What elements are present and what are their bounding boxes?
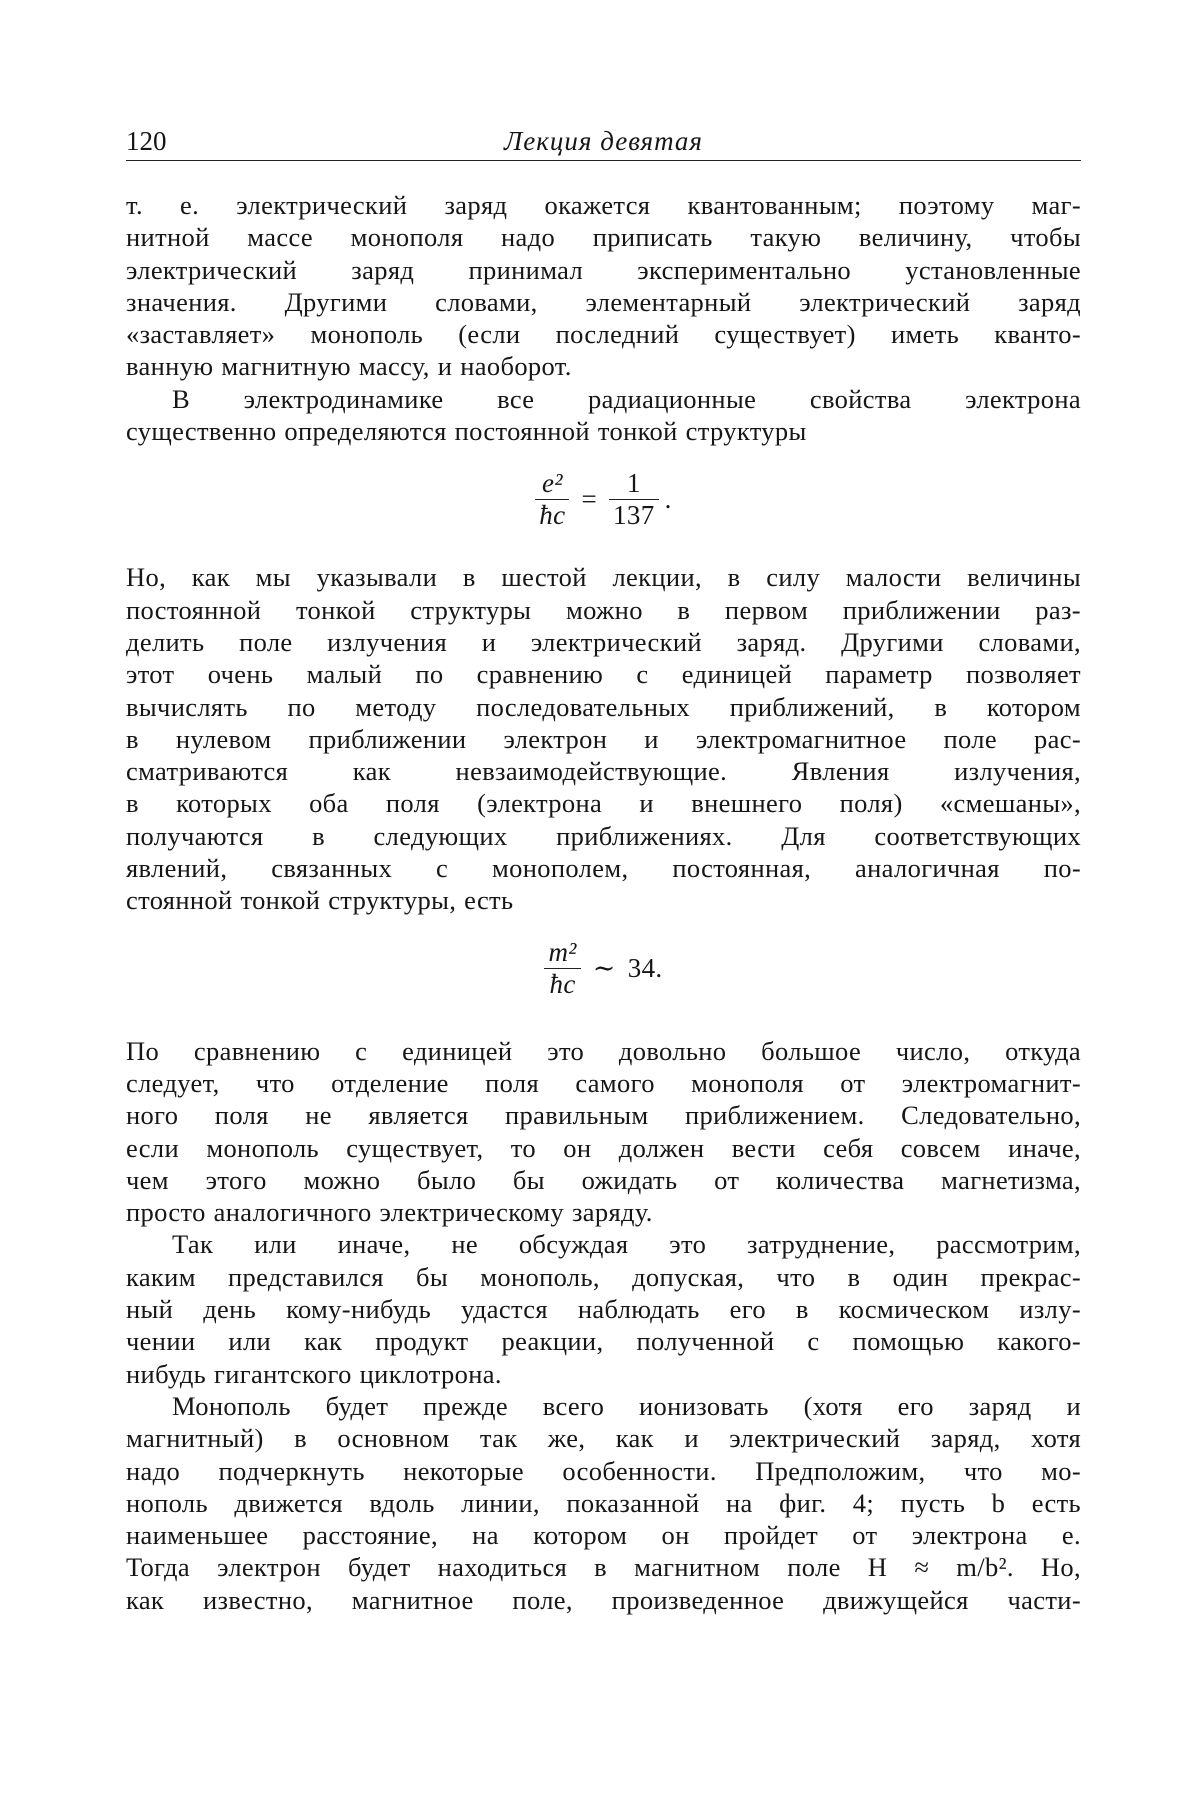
equals-sign: = bbox=[581, 484, 598, 515]
book-page bbox=[126, 112, 1081, 1616]
monopole-constant-formula bbox=[126, 921, 1081, 1017]
text-line: нибудь гигантского циклотрона. bbox=[126, 1358, 502, 1389]
denominator: ħc bbox=[549, 969, 576, 1000]
text-line: в которых оба поля (электрона и внешнего поля) «смешаны», bbox=[126, 788, 1081, 819]
text-line: В электродинамике все радиационные свойства электрона bbox=[172, 383, 1081, 414]
page-number: 120 bbox=[126, 126, 167, 156]
text-line: нитной массе монополя надо приписать такую величину, чтобы bbox=[126, 222, 1081, 253]
text-line: Монополь будет прежде всего ионизовать (хотя его заряд и bbox=[172, 1390, 1081, 1421]
paragraph-1 bbox=[126, 189, 1081, 383]
text-line: магнитный) в основном так же, как и электрический заряд, хотя bbox=[126, 1423, 1081, 1454]
text-line: в нулевом приближении электрон и электромагнитное поле рас- bbox=[126, 723, 1081, 754]
text-line: ного поля не является правильным приближением. Следовательно, bbox=[126, 1100, 1081, 1131]
text-line: просто аналогичного электрическому заряду. bbox=[126, 1197, 653, 1228]
numerator: m² bbox=[548, 937, 577, 968]
text-line: существенно определяются постоянной тонкой структуры bbox=[126, 416, 807, 447]
fine-structure-formula bbox=[126, 453, 1081, 545]
text-line: каким представился бы монополь, допуская, что в один прекрас- bbox=[126, 1261, 1081, 1292]
text-line: значения. Другими словами, элементарный электрический заряд bbox=[126, 286, 1081, 317]
text-line: следует, что отделение поля самого монополя от электромагнит- bbox=[126, 1067, 1081, 1098]
text-line: Так или иначе, не обсуждая это затруднение, рассмотрим, bbox=[172, 1229, 1081, 1260]
text-line: делить поле излучения и электрический заряд. Другими словами, bbox=[126, 626, 1081, 657]
fraction-1-137 bbox=[609, 468, 659, 531]
text-line: явлений, связанных с монополем, постоянная, аналогичная по- bbox=[126, 853, 1081, 884]
text-line: нополь движется вдоль линии, показанной на фиг. 4; пусть b есть bbox=[126, 1487, 1081, 1518]
tilde-sign: ∼ bbox=[592, 953, 616, 984]
paragraph-2 bbox=[126, 383, 1081, 448]
text-line: как известно, магнитное поле, произведенное движущейся части- bbox=[126, 1584, 1081, 1615]
text-line: наименьшее расстояние, на котором он пройдет от электрона e. bbox=[126, 1520, 1081, 1551]
paragraph-4 bbox=[126, 1035, 1081, 1229]
paragraph-3 bbox=[126, 561, 1081, 916]
header-rule bbox=[126, 160, 1081, 161]
paragraph-6 bbox=[126, 1390, 1081, 1616]
text-line: если монополь существует, то он должен вести себя совсем иначе, bbox=[126, 1132, 1081, 1163]
denominator: 137 bbox=[613, 499, 655, 530]
formula-value: 34. bbox=[627, 953, 663, 984]
fraction-m2-hc bbox=[544, 937, 580, 1000]
text-line: этот очень малый по сравнению с единицей параметр позволяет bbox=[126, 659, 1081, 690]
paragraph-5 bbox=[126, 1228, 1081, 1389]
text-line: вычислять по методу последовательных приближений, в котором bbox=[126, 691, 1081, 722]
text-line: чем этого можно было бы ожидать от количества магнетизма, bbox=[126, 1164, 1081, 1195]
text-line: Но, как мы указывали в шестой лекции, в силу малости величины bbox=[126, 562, 1081, 593]
text-line: «заставляет» монополь (если последний существует) иметь кванто- bbox=[126, 319, 1081, 350]
text-line: надо подчеркнуть некоторые особенности. Предположим, что мо- bbox=[126, 1455, 1081, 1486]
text-line: ный день кому-нибудь удастся наблюдать его в космическом излу- bbox=[126, 1294, 1081, 1325]
formula-period: . bbox=[664, 484, 672, 515]
text-line: Тогда электрон будет находиться в магнитном поле H ≈ m/b². Но, bbox=[126, 1552, 1081, 1583]
text-line: электрический заряд принимал экспериментально установленные bbox=[126, 254, 1081, 285]
text-line: получаются в следующих приближениях. Для соответствующих bbox=[126, 820, 1081, 851]
body-text bbox=[126, 189, 1081, 1616]
page-header bbox=[126, 112, 1081, 158]
text-line: стоянной тонкой структуры, есть bbox=[126, 885, 514, 916]
text-line: ванную магнитную массу, и наоборот. bbox=[126, 351, 572, 382]
denominator: ħc bbox=[539, 499, 566, 530]
running-title: Лекция девятая bbox=[504, 126, 703, 156]
fraction-e2-hc bbox=[535, 468, 569, 531]
text-line: сматриваются как невзаимодействующие. Явления излучения, bbox=[126, 756, 1081, 787]
numerator: e² bbox=[541, 467, 563, 498]
text-line: По сравнению с единицей это довольно большое число, откуда bbox=[126, 1035, 1081, 1066]
numerator: 1 bbox=[626, 467, 641, 498]
text-line: постоянной тонкой структуры можно в первом приближении раз- bbox=[126, 594, 1081, 625]
text-line: чении или как продукт реакции, полученной с помощью какого- bbox=[126, 1326, 1081, 1357]
text-line: т. е. электрический заряд окажется квантованным; поэтому маг- bbox=[126, 190, 1081, 220]
